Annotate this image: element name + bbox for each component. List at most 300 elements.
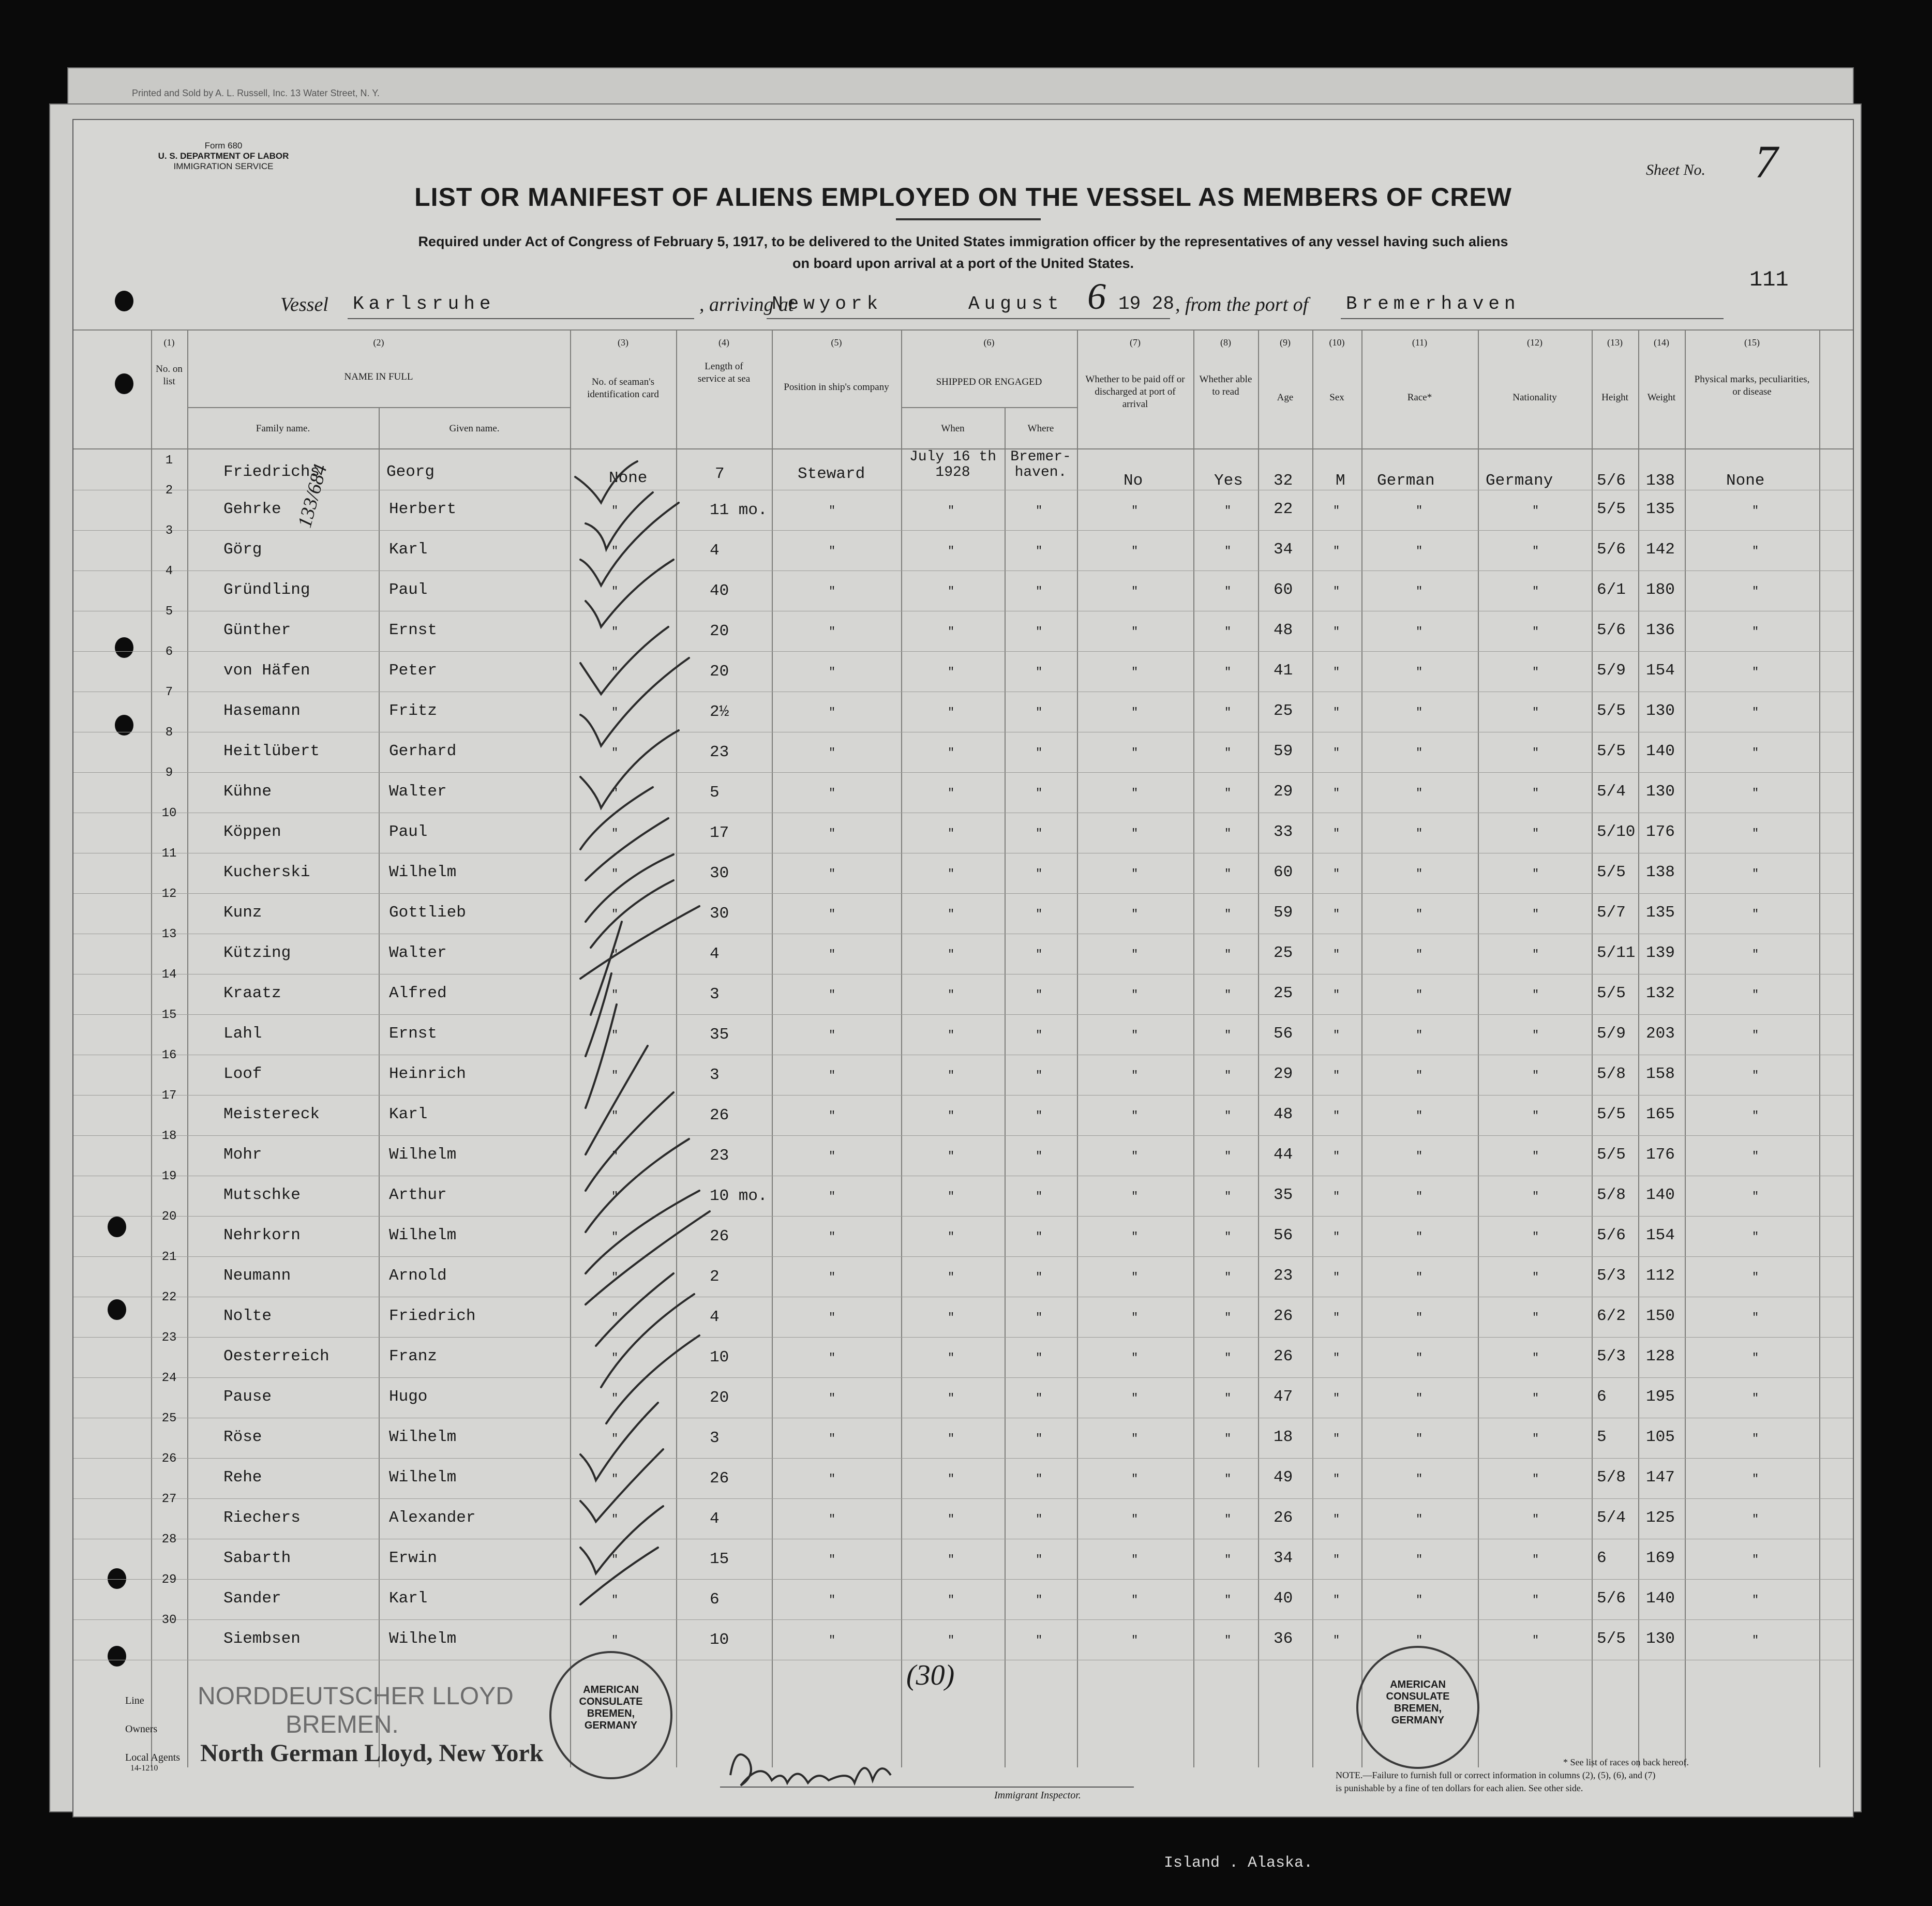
ditto-mark: ": [1036, 504, 1043, 517]
ditto-mark: ": [1131, 948, 1139, 961]
ditto-mark: ": [1224, 1109, 1232, 1122]
ditto-mark: ": [1532, 1150, 1539, 1163]
ditto-mark: ": [1224, 746, 1232, 759]
title-rule: [896, 218, 1041, 220]
ditto-mark: ": [1532, 746, 1539, 759]
height: 5/5: [1597, 1630, 1626, 1648]
ditto-mark: ": [1532, 545, 1539, 558]
given-name: Wilhelm: [389, 1468, 457, 1487]
given-name: Georg: [386, 463, 435, 481]
row-rule: [73, 1216, 1853, 1217]
ditto-mark: ": [829, 1150, 836, 1163]
row-number: 16: [161, 1048, 177, 1062]
arrival-day: 6: [1087, 276, 1106, 317]
given-name: Herbert: [389, 500, 457, 518]
ditto-mark: ": [948, 585, 955, 598]
height: 5/5: [1597, 984, 1626, 1002]
row-number: 25: [161, 1412, 177, 1425]
age: 25: [1274, 944, 1293, 962]
ditto-mark: ": [1036, 1553, 1043, 1566]
row-rule: [73, 651, 1853, 652]
ditto-mark: ": [1416, 1230, 1423, 1243]
height: 5/3: [1597, 1267, 1626, 1285]
ditto-mark: ": [1532, 1190, 1539, 1203]
col-number: (6): [983, 337, 995, 348]
age: 26: [1274, 1509, 1293, 1527]
ditto-mark: ": [1532, 1513, 1539, 1526]
given-name: Wilhelm: [389, 1630, 457, 1648]
given-name: Walter: [389, 944, 447, 962]
ditto-mark: ": [1752, 1311, 1759, 1324]
ditto-mark: ": [829, 1553, 836, 1566]
weight: 195: [1646, 1388, 1675, 1406]
family-name: Loof: [223, 1065, 262, 1083]
ditto-mark: ": [1752, 746, 1759, 759]
able-to-read: Yes: [1214, 472, 1243, 490]
ditto-mark: ": [1333, 787, 1340, 800]
height: 5/9: [1597, 662, 1626, 680]
age: 34: [1274, 1549, 1293, 1567]
departure-underline: [1341, 318, 1724, 319]
ditto-mark: ": [1036, 1513, 1043, 1526]
date-underline: [963, 318, 1170, 319]
arrival-year: 19 28: [1118, 293, 1175, 314]
service-length: 26: [710, 1227, 729, 1245]
col-header-weight: Weight: [1647, 392, 1676, 403]
weight: 165: [1646, 1105, 1675, 1123]
ditto-mark: ": [1224, 1553, 1232, 1566]
height: 5/5: [1597, 863, 1626, 881]
row-rule: [73, 1014, 1853, 1015]
service-length: 11 mo.: [710, 501, 768, 519]
ditto-mark: ": [829, 504, 836, 517]
manifest-table: [73, 329, 1853, 1767]
family-name: Gründling: [223, 581, 310, 599]
given-name: Karl: [389, 1589, 428, 1608]
row-number: 13: [161, 927, 177, 941]
crew-total: (30): [906, 1659, 955, 1691]
row-rule: [73, 1256, 1853, 1257]
height: 5/3: [1597, 1347, 1626, 1365]
weight: 132: [1646, 984, 1675, 1002]
ditto-mark: ": [1416, 1271, 1423, 1284]
ditto-mark: ": [1416, 1473, 1423, 1485]
ditto-mark: ": [1333, 585, 1340, 598]
ditto-mark: ": [1416, 1069, 1423, 1082]
service-length: 20: [710, 663, 729, 681]
ditto-mark: ": [1532, 666, 1539, 679]
age: 44: [1274, 1146, 1293, 1164]
ditto-mark: ": [1131, 585, 1139, 598]
inspector-line: [720, 1787, 1134, 1788]
sex: M: [1336, 472, 1345, 490]
seal-text: AMERICAN CONSULATE BREMEN, GERMANY: [1386, 1679, 1450, 1726]
weight: 140: [1646, 1186, 1675, 1204]
weight: 142: [1646, 541, 1675, 559]
age: 40: [1274, 1589, 1293, 1608]
weight: 128: [1646, 1347, 1675, 1365]
ditto-mark: ": [611, 948, 619, 961]
col-number: (15): [1744, 337, 1760, 348]
ditto-mark: ": [1333, 1553, 1340, 1566]
given-name: Franz: [389, 1347, 438, 1365]
ditto-mark: ": [1131, 1352, 1139, 1364]
ditto-mark: ": [1752, 666, 1759, 679]
service-length: 40: [710, 582, 729, 600]
ditto-mark: ": [1752, 545, 1759, 558]
ditto-mark: ": [1752, 1594, 1759, 1607]
ditto-mark: ": [1131, 666, 1139, 679]
row-number: 12: [161, 887, 177, 901]
id-card: None: [609, 469, 648, 487]
ditto-mark: ": [948, 1150, 955, 1163]
weight: 136: [1646, 621, 1675, 639]
ditto-mark: ": [829, 787, 836, 800]
ditto-mark: ": [829, 1634, 836, 1647]
ditto-mark: ": [1224, 988, 1232, 1001]
ditto-mark: ": [829, 1352, 836, 1364]
form-code: 14-1210: [130, 1764, 158, 1773]
form-header-block: [136, 141, 311, 172]
family-name: Mutschke: [223, 1186, 301, 1204]
vessel-underline: [348, 318, 694, 319]
ditto-mark: ": [1131, 1109, 1139, 1122]
ditto-mark: ": [1224, 867, 1232, 880]
ditto-mark: ": [1532, 706, 1539, 719]
ditto-mark: ": [1752, 1150, 1759, 1163]
row-number: 28: [161, 1533, 177, 1547]
col-header-nationality: Nationality: [1512, 392, 1557, 403]
ditto-mark: ": [1131, 1594, 1139, 1607]
family-name: Lahl: [223, 1025, 262, 1043]
ditto-mark: ": [1333, 504, 1340, 517]
ditto-mark: ": [1131, 1150, 1139, 1163]
col-number: (8): [1220, 337, 1231, 348]
row-rule: [73, 893, 1853, 894]
col-header-height: Height: [1601, 392, 1628, 403]
ditto-mark: ": [1333, 1150, 1340, 1163]
age: 23: [1274, 1267, 1293, 1285]
ditto-mark: ": [1224, 1473, 1232, 1485]
row-number: 15: [161, 1008, 177, 1022]
family-name: Mohr: [223, 1146, 262, 1164]
ditto-mark: ": [1224, 1190, 1232, 1203]
age: 25: [1274, 702, 1293, 720]
ditto-mark: ": [1752, 948, 1759, 961]
ditto-mark: ": [611, 1271, 619, 1284]
height: 5/5: [1597, 1146, 1626, 1164]
ditto-mark: ": [948, 948, 955, 961]
age: 26: [1274, 1347, 1293, 1365]
ditto-mark: ": [1131, 504, 1139, 517]
ditto-mark: ": [611, 1190, 619, 1203]
ditto-mark: ": [1036, 787, 1043, 800]
age: 29: [1274, 783, 1293, 801]
age: 49: [1274, 1468, 1293, 1487]
age: 56: [1274, 1226, 1293, 1244]
age: 59: [1274, 742, 1293, 760]
ditto-mark: ": [1752, 706, 1759, 719]
penalty-note-1: NOTE.—Failure to furnish full or correct information in columns (2), (5), (6), and (7): [1336, 1770, 1656, 1780]
ditto-mark: ": [1036, 1230, 1043, 1243]
row-rule: [73, 1458, 1853, 1459]
col-number: (12): [1527, 337, 1542, 348]
row-number: 1: [165, 454, 173, 468]
ditto-mark: ": [1416, 1150, 1423, 1163]
ditto-mark: ": [1333, 1473, 1340, 1485]
age: 41: [1274, 662, 1293, 680]
ditto-mark: ": [948, 1109, 955, 1122]
ditto-mark: ": [1036, 1190, 1043, 1203]
ditto-mark: ": [1224, 827, 1232, 840]
crew-rows: [73, 329, 1853, 1767]
col-header-read: Whether able to read: [1199, 374, 1252, 397]
ditto-mark: ": [1532, 585, 1539, 598]
ditto-mark: ": [1333, 1109, 1340, 1122]
given-name: Peter: [389, 662, 438, 680]
given-name: Walter: [389, 783, 447, 801]
ditto-mark: ": [829, 746, 836, 759]
ditto-mark: ": [948, 1513, 955, 1526]
ditto-mark: ": [611, 1150, 619, 1163]
col-header-shipped: SHIPPED OR ENGAGED: [936, 377, 1042, 387]
ditto-mark: ": [948, 1432, 955, 1445]
col-header-sex: Sex: [1329, 392, 1344, 403]
service-length: 5: [710, 784, 720, 802]
ditto-mark: ": [1224, 1513, 1232, 1526]
ditto-mark: ": [829, 585, 836, 598]
ditto-mark: ": [1532, 867, 1539, 880]
ditto-mark: ": [1416, 1190, 1423, 1203]
ditto-mark: ": [1416, 1634, 1423, 1647]
row-number: 29: [161, 1573, 177, 1587]
service-length: 30: [710, 864, 729, 882]
ditto-mark: ": [1224, 1392, 1232, 1405]
ditto-mark: ": [829, 1190, 836, 1203]
ditto-mark: ": [1036, 1311, 1043, 1324]
given-name: Gottlieb: [389, 904, 466, 922]
age: 56: [1274, 1025, 1293, 1043]
ditto-mark: ": [1224, 1594, 1232, 1607]
height: 5/7: [1597, 904, 1626, 922]
col-header-family: Family name.: [256, 423, 310, 434]
service-length: 4: [710, 542, 720, 560]
family-name: Kunz: [223, 904, 262, 922]
ditto-mark: ": [1333, 1311, 1340, 1324]
ditto-mark: ": [1224, 1634, 1232, 1647]
ditto-mark: ": [829, 948, 836, 961]
height: 5/9: [1597, 1025, 1626, 1043]
ditto-mark: ": [1416, 827, 1423, 840]
weight: 130: [1646, 702, 1675, 720]
ditto-mark: ": [948, 746, 955, 759]
ditto-mark: ": [1036, 1150, 1043, 1163]
ditto-mark: ": [1224, 948, 1232, 961]
given-name: Heinrich: [389, 1065, 466, 1083]
weight: 125: [1646, 1509, 1675, 1527]
age: 60: [1274, 863, 1293, 881]
age: 22: [1274, 500, 1293, 518]
service-length: 17: [710, 824, 729, 842]
sheet-number-label: Sheet No.: [1646, 161, 1705, 178]
ditto-mark: ": [1036, 1473, 1043, 1485]
ditto-mark: ": [1036, 706, 1043, 719]
col-number: (1): [163, 337, 175, 348]
ditto-mark: ": [1416, 1029, 1423, 1042]
ditto-mark: ": [1131, 1473, 1139, 1485]
given-name: Ernst: [389, 1025, 438, 1043]
age: 29: [1274, 1065, 1293, 1083]
ditto-mark: ": [1416, 787, 1423, 800]
service-length: 4: [710, 1308, 720, 1326]
ditto-mark: ": [948, 867, 955, 880]
ditto-mark: ": [1131, 867, 1139, 880]
ditto-mark: ": [1333, 1190, 1340, 1203]
ditto-mark: ": [1416, 545, 1423, 558]
ditto-mark: ": [1036, 908, 1043, 921]
row-number: 27: [161, 1492, 177, 1506]
ditto-mark: ": [1752, 1069, 1759, 1082]
ditto-mark: ": [1131, 988, 1139, 1001]
ditto-mark: ": [1333, 1432, 1340, 1445]
ditto-mark: ": [611, 1513, 619, 1526]
manifest-title: LIST OR MANIFEST OF ALIENS EMPLOYED ON THE VESSEL AS MEMBERS OF CREW: [414, 183, 1512, 212]
row-rule: [73, 1135, 1853, 1136]
form-number: Form 680: [204, 141, 243, 151]
family-name: Günther: [223, 621, 291, 639]
service-length: 23: [710, 1147, 729, 1165]
service-length: 20: [710, 622, 729, 640]
ditto-mark: ": [1532, 1432, 1539, 1445]
ditto-mark: ": [829, 1432, 836, 1445]
ditto-mark: ": [1131, 1271, 1139, 1284]
ditto-mark: ": [1416, 1392, 1423, 1405]
ditto-mark: ": [1131, 545, 1139, 558]
weight: 135: [1646, 904, 1675, 922]
ditto-mark: ": [1532, 504, 1539, 517]
bottom-strip-text: Island . Alaska.: [1164, 1854, 1313, 1872]
row-number: 5: [165, 605, 173, 619]
col-header-id-card: No. of seaman's identification card: [587, 377, 659, 400]
ditto-mark: ": [1752, 1109, 1759, 1122]
ditto-mark: ": [1333, 706, 1340, 719]
height: 5/6: [1597, 472, 1626, 490]
ditto-mark: ": [1333, 746, 1340, 759]
row-number: 23: [161, 1331, 177, 1345]
given-name: Arthur: [389, 1186, 447, 1204]
given-name: Gerhard: [389, 742, 457, 760]
engaged-when: July 16 th 1928: [909, 449, 997, 481]
ditto-mark: ": [1333, 908, 1340, 921]
service-length: 26: [710, 1469, 729, 1488]
ditto-mark: ": [1224, 1271, 1232, 1284]
row-number: 2: [165, 484, 173, 498]
ditto-mark: ": [948, 625, 955, 638]
row-number: 7: [165, 685, 173, 699]
ditto-mark: ": [1532, 1473, 1539, 1485]
ditto-mark: ": [1416, 988, 1423, 1001]
owners-label: Owners: [125, 1723, 158, 1735]
ditto-mark: ": [611, 1634, 619, 1647]
ditto-mark: ": [1036, 625, 1043, 638]
inspector-label: Immigrant Inspector.: [994, 1790, 1081, 1801]
weight: 112: [1646, 1267, 1675, 1285]
weight: 154: [1646, 662, 1675, 680]
ditto-mark: ": [829, 1392, 836, 1405]
ditto-mark: ": [948, 545, 955, 558]
engaged-where: Bremer- haven.: [1010, 449, 1071, 481]
family-name: Röse: [223, 1428, 262, 1446]
ditto-mark: ": [1532, 1230, 1539, 1243]
family-name: Friedrichs: [223, 463, 320, 481]
ditto-mark: ": [1333, 1513, 1340, 1526]
ditto-mark: ": [1224, 1311, 1232, 1324]
col-header-position: Position in ship's company: [784, 382, 889, 393]
ditto-mark: ": [1131, 1029, 1139, 1042]
ditto-mark: ": [948, 1594, 955, 1607]
nationality: Germany: [1486, 472, 1553, 490]
ditto-mark: ": [611, 787, 619, 800]
ditto-mark: ": [1131, 706, 1139, 719]
seal-text: AMERICAN CONSULATE BREMEN, GERMANY: [579, 1684, 643, 1731]
sheet-number: 7: [1755, 137, 1778, 188]
height: 5/5: [1597, 702, 1626, 720]
ditto-mark: ": [948, 1352, 955, 1364]
height: 6: [1597, 1388, 1607, 1406]
service-length: 15: [710, 1550, 729, 1568]
age: 60: [1274, 581, 1293, 599]
ditto-mark: ": [1333, 988, 1340, 1001]
ditto-mark: ": [1416, 867, 1423, 880]
ditto-mark: ": [1532, 988, 1539, 1001]
weight: 158: [1646, 1065, 1675, 1083]
penalty-note-2: is punishable by a fine of ten dollars for each alien. See other side.: [1336, 1783, 1583, 1793]
ditto-mark: ": [611, 625, 619, 638]
weight: 169: [1646, 1549, 1675, 1567]
row-number: 11: [161, 847, 177, 861]
ditto-mark: ": [1752, 827, 1759, 840]
manifest-sheet: [72, 119, 1854, 1818]
weight: 130: [1646, 1630, 1675, 1648]
col-header-when: When: [941, 423, 965, 434]
ditto-mark: ": [611, 1109, 619, 1122]
row-rule: [73, 1619, 1853, 1620]
family-name: Sander: [223, 1589, 281, 1608]
weight: 105: [1646, 1428, 1675, 1446]
ditto-mark: ": [1416, 666, 1423, 679]
vessel-label: Vessel: [280, 294, 328, 316]
family-name: Siembsen: [223, 1630, 301, 1648]
ditto-mark: ": [1131, 908, 1139, 921]
ditto-mark: ": [1532, 1392, 1539, 1405]
ditto-mark: ": [1532, 1311, 1539, 1324]
ditto-mark: ": [1416, 625, 1423, 638]
arriving-label: , arriving at: [699, 294, 794, 316]
row-number: 30: [161, 1613, 177, 1627]
height: 5/8: [1597, 1186, 1626, 1204]
ditto-mark: ": [611, 545, 619, 558]
height: 5/5: [1597, 742, 1626, 760]
ditto-mark: ": [1752, 1392, 1759, 1405]
ditto-mark: ": [948, 504, 955, 517]
given-name: Wilhelm: [389, 863, 457, 881]
weight: 176: [1646, 823, 1675, 841]
given-name: Friedrich: [389, 1307, 476, 1325]
ditto-mark: ": [948, 1190, 955, 1203]
given-name: Hugo: [389, 1388, 428, 1406]
agents-stamp: North German Lloyd, New York: [200, 1739, 544, 1767]
ditto-mark: ": [948, 827, 955, 840]
